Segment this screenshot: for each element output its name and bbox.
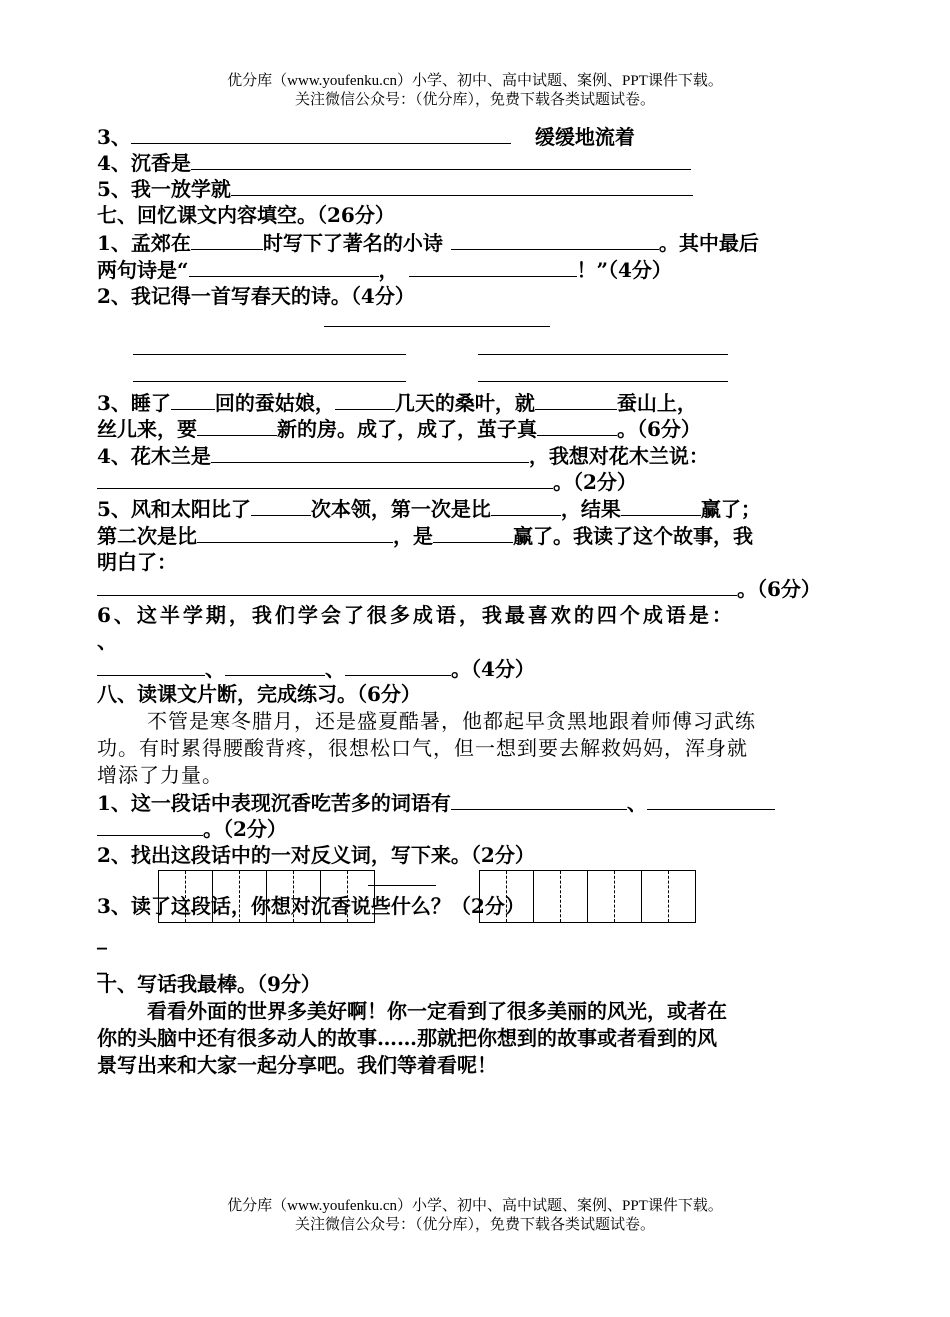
- q4-blank-2[interactable]: [97, 468, 553, 489]
- text: 丝儿来，要: [97, 417, 197, 441]
- text: 。（2分）: [553, 470, 637, 494]
- grid-cell[interactable]: [615, 871, 642, 922]
- text: 4、花木兰是: [97, 444, 211, 468]
- q1-poem-blank[interactable]: [451, 229, 659, 250]
- text: 1、孟郊在: [97, 231, 191, 255]
- item-5-prefix: 5、我一放学就: [97, 177, 231, 201]
- sec8-para-line-3: 增添了力量。: [97, 763, 223, 787]
- sec8-q1-line2: [97, 815, 287, 842]
- section-7-title: 七、回忆课文内容填空。（26分）: [97, 203, 395, 227]
- text: ！”（4分）: [576, 258, 672, 282]
- sec7-q3-line1: [97, 389, 697, 416]
- sec7-q2: 2、我记得一首写春天的诗。（4分）: [97, 284, 415, 308]
- q6-blank-1[interactable]: [97, 655, 205, 676]
- text: 两句诗是“: [97, 258, 189, 282]
- grid-cell[interactable]: [588, 871, 615, 922]
- q1-line-b-blank[interactable]: [409, 256, 577, 277]
- text: ，: [378, 258, 399, 282]
- text: 3、睡了: [97, 391, 171, 415]
- sec7-q4-line1: [97, 442, 709, 469]
- text: 。（6分）: [617, 417, 701, 441]
- item-4-prefix: 4、沉香是: [97, 151, 191, 175]
- stray-mark-1: _: [97, 926, 107, 950]
- sec7-q1-line2: [97, 256, 672, 283]
- text: ，是: [393, 524, 433, 548]
- q5-blank-5[interactable]: [433, 522, 513, 543]
- q3-blank-3[interactable]: [535, 389, 617, 410]
- footer-line-2: 关注微信公众号：（优分库），免费下载各类试题试卷。: [294, 1217, 655, 1233]
- q5-blank-2[interactable]: [491, 495, 561, 516]
- section-10-title: 十、写话我最棒。（9分）: [97, 972, 321, 996]
- item-3: [97, 123, 635, 150]
- text: 。（4分）: [451, 657, 535, 681]
- text: 1、这一段话中表现沉香吃苦多的词语有: [97, 791, 451, 815]
- text: 新的房。成了，成了，茧子真: [277, 417, 537, 441]
- text: ，结果: [560, 497, 621, 521]
- poem-title-line[interactable]: [324, 326, 550, 327]
- sec8-q3: 3、读了这段话，你想对沉香说些什么？（2分）: [97, 894, 525, 918]
- section-8-title: 八、读课文片断，完成练习。（6分）: [97, 682, 421, 706]
- sec8-q1-blank-1[interactable]: [451, 789, 627, 810]
- sec8-q1-blank-3[interactable]: [97, 815, 203, 836]
- q6-blank-3[interactable]: [345, 655, 451, 676]
- text: 回的蚕姑娘，: [214, 391, 335, 415]
- poem-line-2[interactable]: [478, 354, 728, 355]
- text: 赢了；: [700, 497, 761, 521]
- text: 。其中最后: [658, 231, 759, 255]
- grid-cell[interactable]: [561, 871, 588, 922]
- sec7-q6-line1: 6、这半学期，我们学会了很多成语，我最喜欢的四个成语是：: [97, 603, 735, 627]
- sec8-q2: 2、找出这段话中的一对反义词，写下来。（2分）: [97, 843, 535, 867]
- q6-blank-2[interactable]: [225, 655, 325, 676]
- q5-blank-1[interactable]: [251, 495, 311, 516]
- sec8-para-line-1: 不管是寒冬腊月，还是盛夏酷暑，他都起早贪黑地跟着师傅习武练: [147, 709, 756, 733]
- sec7-q5-line3: 明白了：: [97, 550, 177, 574]
- item-3-blank[interactable]: [131, 123, 511, 144]
- antonym-short-line[interactable]: [368, 885, 436, 886]
- q3-blank-4[interactable]: [197, 415, 277, 436]
- header-line-2: 关注微信公众号：（优分库），免费下载各类试题试卷。: [294, 92, 655, 108]
- text: 、: [205, 657, 225, 681]
- item-3-prefix: 3、: [97, 125, 131, 149]
- footer-line-1: 优分库（www.youfenku.cn）小学、初中、高中试题、案例、PPT课件下载。: [227, 1198, 723, 1214]
- item-4-blank[interactable]: [191, 149, 691, 170]
- sec7-q5-line2: [97, 522, 753, 549]
- grid-cell[interactable]: [534, 871, 561, 922]
- q1-time-blank[interactable]: [191, 229, 263, 250]
- stray-mark-2: _: [97, 951, 107, 975]
- poem-line-1[interactable]: [133, 354, 406, 355]
- q5-blank-4[interactable]: [197, 522, 393, 543]
- sec10-para-line-1: 看看外面的世界多美好啊！你一定看到了很多美丽的风光，或者在: [147, 999, 727, 1023]
- text: 。（6分）: [737, 577, 821, 601]
- text: ，我想对花木兰说：: [528, 444, 709, 468]
- sec7-q3-line2: [97, 415, 701, 442]
- poem-line-4[interactable]: [478, 381, 728, 382]
- item-5-blank[interactable]: [231, 175, 693, 196]
- sec7-q5-line4: [97, 575, 821, 602]
- grid-cell[interactable]: [669, 871, 695, 922]
- item-4: [97, 149, 691, 176]
- text: 。（2分）: [203, 817, 287, 841]
- sec8-q1-blank-2[interactable]: [647, 789, 775, 810]
- poem-line-3[interactable]: [133, 381, 406, 382]
- sec10-para-line-2: 你的头脑中还有很多动人的故事……那就把你想到的故事或者看到的风: [97, 1026, 717, 1050]
- text: 5、风和太阳比了: [97, 497, 251, 521]
- item-3-suffix: 缓缓地流着: [534, 125, 635, 149]
- item-5: [97, 175, 693, 202]
- sec7-q4-line2: [97, 468, 637, 495]
- text: 几天的桑叶，就: [394, 391, 535, 415]
- q1-line-a-blank[interactable]: [189, 256, 379, 277]
- q3-blank-2[interactable]: [335, 389, 395, 410]
- grid-cell[interactable]: [642, 871, 669, 922]
- text: 次本领，第一次是比: [310, 497, 491, 521]
- sec7-q6-line2: 、: [97, 629, 117, 653]
- text: 时写下了著名的小诗: [262, 231, 443, 255]
- q5-blank-6[interactable]: [97, 575, 737, 596]
- q3-blank-1[interactable]: [171, 389, 215, 410]
- text: 赢了。我读了这个故事，我: [513, 524, 753, 548]
- sec8-para-line-2: 功。有时累得腰酸背疼，很想松口气，但一想到要去解救妈妈，浑身就: [97, 736, 748, 760]
- q5-blank-3[interactable]: [621, 495, 701, 516]
- sec10-para-line-3: 景写出来和大家一起分享吧。我们等着看呢！: [97, 1053, 497, 1077]
- text: 、: [626, 791, 647, 815]
- q4-blank-1[interactable]: [211, 442, 529, 463]
- header-line-1: 优分库（www.youfenku.cn）小学、初中、高中试题、案例、PPT课件下载。: [227, 73, 723, 89]
- text: 、: [325, 657, 345, 681]
- sec7-q5-line1: [97, 495, 761, 522]
- text: 第二次是比: [97, 524, 197, 548]
- sec8-q1-line1: [97, 789, 775, 816]
- q3-blank-5[interactable]: [537, 415, 617, 436]
- sec7-q6-line3: [97, 655, 535, 682]
- sec7-q1-line1: [97, 229, 759, 256]
- text: 蚕山上，: [616, 391, 697, 415]
